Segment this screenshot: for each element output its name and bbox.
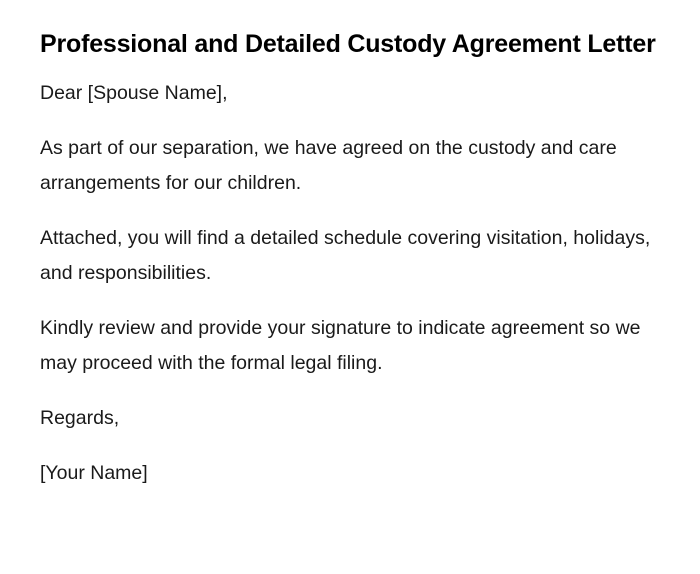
salutation: Dear [Spouse Name], bbox=[40, 82, 228, 104]
signature-placeholder: [Your Name] bbox=[40, 462, 148, 484]
paragraph-signature-request: Kindly review and provide your signature to indicate agreement so we may proceed with the formal legal filing. bbox=[40, 317, 641, 374]
paragraph-custody-arrangements: As part of our separation, we have agreed on the custody and care arrangements for our children. bbox=[40, 137, 617, 194]
letter-title: Professional and Detailed Custody Agreement Letter bbox=[40, 30, 656, 58]
paragraph-attached-schedule: Attached, you will find a detailed schedule covering visitation, holidays, and responsibilities. bbox=[40, 227, 651, 284]
closing: Regards, bbox=[40, 407, 120, 429]
